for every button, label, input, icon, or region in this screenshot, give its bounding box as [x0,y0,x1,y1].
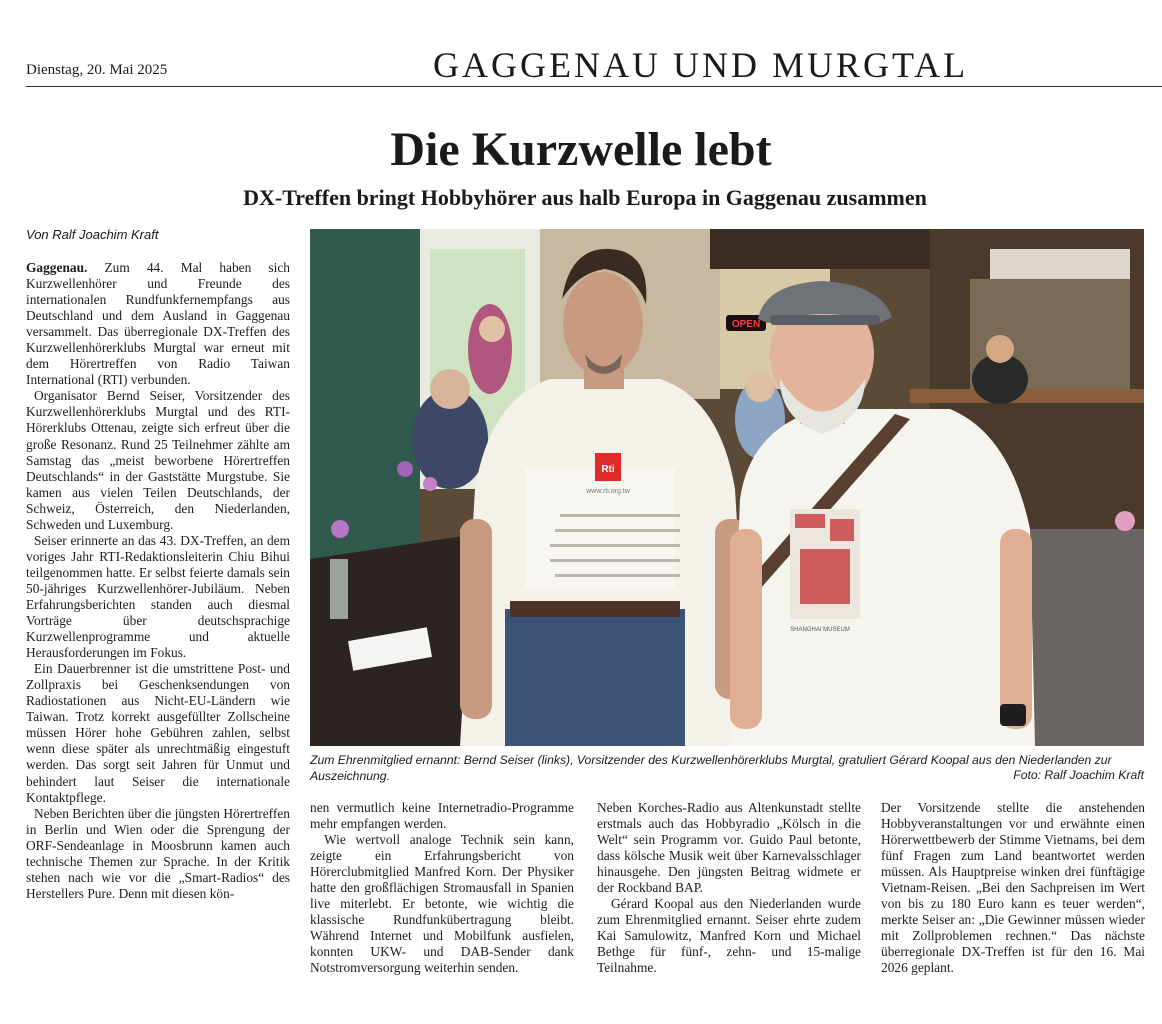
issue-date: Dienstag, 20. Mai 2025 [26,62,168,78]
article-column-4 [881,800,1145,977]
article-column-1 [26,260,290,902]
paragraph-text: Zum 44. Mal haben sich Kurzwellenhörer und Freunde des internationalen Rundfunkfernempfangs aus Deutschland und dem Ausland in Gaggenau versammelt. Das überregionale DX-Treffen des Kurzwellenhörerklubs Murgtal war erneut mit dem Hörertreffen von Radio Taiwan International (RTI) verbunden. [26,260,290,388]
header-rule [26,86,1162,87]
article-column-3 [597,800,861,977]
paragraph: Ein Dauerbrenner ist die umstrittene Post- und Zollpraxis bei Geschenksendungen von Radiostationen aus Nicht-EU-Ländern wie Taiwan. Trotz korrekt ausgefüllter Zollscheine müssen Hörer hohe Gebühren zahlen, selbst wenn diese später als unrechtmäßig eingestuft werden. Das sorgt seit Jahren für Unmut und behindert laut Seiser die internationale Kontaktpflege. [26,661,290,805]
paragraph: Seiser erinnerte an das 43. DX-Treffen, an dem voriges Jahr RTI-Redaktionsleiterin Chiu Bihui teilgenommen hatte. Er selbst feierte damals sein 50-jähriges Kurzwellenhörer-Jubiläum. Neben Erfahrungsberichten standen auch diesmal Vorträge über deutschsprachige Kurzwellenprogramme und aktuelle Herausforderungen im Fokus. [26,532,290,661]
article-subheadline: DX-Treffen bringt Hobbyhörer aus halb Europa in Gaggenau zusammen [243,185,927,210]
section-title: GAGGENAU UND MURGTAL [433,45,969,85]
shirt-url-text: www.rti.org.tw [586,488,630,495]
photo-caption: Zum Ehrenmitglied ernannt: Bernd Seiser (links), Vorsitzender des Kurzwellenhörerklubs Murgtal, gratuliert Gérard Koopal aus den Niederlanden zur Auszeichnung. [310,753,1112,783]
paragraph: Wie wertvoll analoge Technik sein kann, zeigte ein Erfahrungsbericht von Hörerclubmitglied Manfred Korn. Der Physiker hatte den großflächigen Stromausfall in Spanien live miterlebt. Er betonte, wie wichtig die klassische Rundfunkübertragung bleibt. Während Internet und Mobilfunk ausfielen, konnten UKW- und DAB-Sender dank Notstromversorgung weiterhin senden. [310,832,574,976]
photo-credit: Foto: Ralf Joachim Kraft [1013,768,1144,782]
article-photo [310,229,1144,746]
article-headline: Die Kurzwelle lebt [390,123,772,176]
shirt-logo-text: Rti [601,464,615,475]
paragraph: nen vermutlich keine Internetradio-Programme mehr empfangen werden. [310,800,574,832]
dateline-place: Gaggenau. [26,260,88,275]
article-column-2 [310,800,574,977]
paragraph: Gérard Koopal aus den Niederlanden wurde zum Ehrenmitglied ernannt. Seiser ehrte zudem Kai Samulowitz, Manfred Korn und Michael Bethge für fünf-, zehn- und 15-malige Teilnahme. [597,896,861,976]
shirt-museum-text: SHANGHAI MUSEUM [790,627,850,633]
article-byline: Von Ralf Joachim Kraft [26,227,159,242]
paragraph: Neben Korches-Radio aus Altenkunstadt stellte erstmals auch das Hobbyradio „Kölsch in die Welt“ sein Programm vor. Guido Paul betonte, dass kölsche Musik weit über Karnevalsschlager hinausgehe. Den jüngsten Beitrag widmete er der Rockband BAP. [597,800,861,896]
paragraph: Organisator Bernd Seiser, Vorsitzender des Kurzwellenhörerklubs Murgtal und des RTI-Hörerklubs Ottenau, zeigte sich erfreut über die große Resonanz. Rund 25 Teilnehmer zählte am Samstag das „meist beworbene Hörertreffen Deutschlands“ in der Gaststätte Murgstube. Sie kamen aus vielen Teilen Deutschlands, der Schweiz, Österreich, den Niederlanden, Schweden und Luxemburg. [26,388,290,532]
open-sign-text: OPEN [731,319,761,330]
paragraph [26,260,290,388]
paragraph: Der Vorsitzende stellte die anstehenden Hobbyveranstaltungen vor und erwähnte einen Hörerwettbewerb der Stimme Vietnams, bei dem fünf Fragen zum Land beantwortet werden müssen. Als Hauptpreise winken drei fünftägige Vietnam-Reisen. „Bei den Sachpreisen im Wert von bis zu 180 Euro kann es teuer werden“, merkte Seiser an: „Die Gewinner müssen wieder mit Zollproblemen rechnen.“ Das nächste überregionale DX-Treffen ist für den 16. Mai 2026 geplant. [881,800,1145,976]
paragraph: Neben Berichten über die jüngsten Hörertreffen in Berlin und Wien oder die Sprengung der ORF-Sendeanlage in Moosbrunn kamen auch technische Themen zur Sprache. In der Kritik stehen nach wie vor die „Smart-Radios“ des Herstellers Pure. Denn mit diesen kön- [26,805,290,901]
